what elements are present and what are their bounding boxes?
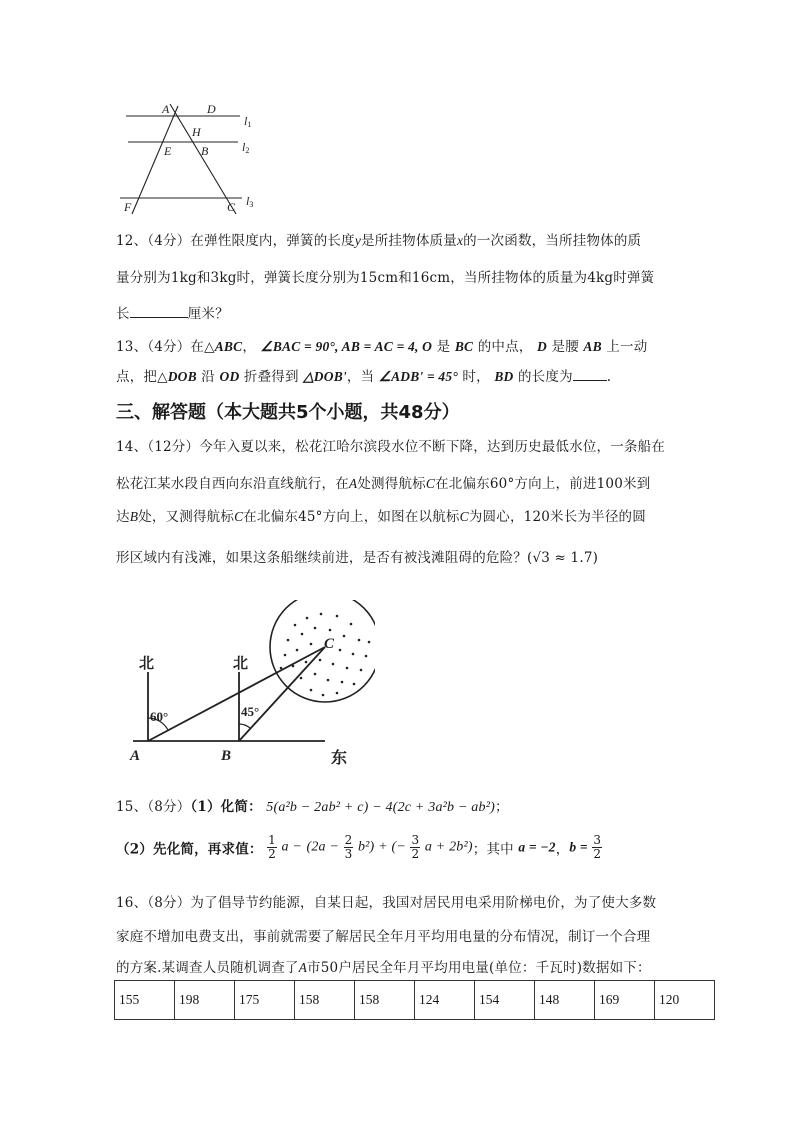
north-label-b: 北 <box>233 656 249 672</box>
q14-text: 处测得航标 <box>357 476 426 492</box>
table-cell: 175 <box>235 981 295 1020</box>
q13-math: OD <box>219 369 240 384</box>
q14-math: A <box>348 476 358 491</box>
q16-line2 <box>116 925 650 945</box>
usage-table <box>114 980 715 1020</box>
q12-text: 时，弹簧长度分别为 <box>236 270 360 286</box>
q14-line3 <box>116 505 646 525</box>
q16-text: 市 <box>307 960 321 976</box>
q12-text: 长 <box>116 306 130 322</box>
q14-text: 形区域内有浅滩，如果这条船继续前进，是否有被浅滩阻碍的危险？ <box>116 550 527 566</box>
q13-text: 折叠得到 <box>243 369 299 385</box>
q15-value-b: b = <box>569 839 588 855</box>
q13-math: DOB <box>167 369 197 384</box>
q14-text: 松花江某水段自西向东沿直线航行，在 <box>116 476 349 492</box>
q14-score: （12分） <box>147 439 200 455</box>
q13-text: 的长度为 <box>517 369 573 385</box>
q13-score: （4分） <box>147 339 191 355</box>
q15-expression: a − <box>281 839 302 855</box>
label-F: F <box>124 200 132 214</box>
table-cell: 158 <box>295 981 355 1020</box>
q14-approximation: (√3 ≈ 1.7) <box>527 550 599 566</box>
q12-text: 量分别为 <box>116 270 171 286</box>
q14-text: 在北偏东 <box>435 476 490 492</box>
q13-text: 是 <box>436 339 451 355</box>
q13-answer-blank[interactable] <box>573 366 607 381</box>
q12-value: 3kg <box>210 270 237 286</box>
q15-expression: b²) + (− <box>357 839 406 855</box>
q13-math: D <box>537 339 547 354</box>
q14-math: 120 <box>523 509 551 525</box>
q13-math: △DOB' <box>303 369 347 384</box>
fraction: $\frac{3}{2}$ <box>593 833 602 861</box>
q15-value-a: a = −2 <box>518 839 556 855</box>
q13-text: 在△ <box>190 339 215 355</box>
fraction: $\frac{2}{3}$ <box>344 833 353 861</box>
q16-math: 50 <box>320 960 339 976</box>
fraction: $\frac{3}{2}$ <box>411 833 420 861</box>
table-cell: 120 <box>655 981 715 1020</box>
angle-60-label: 60° <box>150 709 169 724</box>
fraction: $\frac{1}{2}$ <box>268 833 276 861</box>
label-E: E <box>164 144 172 158</box>
q16-math: A <box>298 960 308 975</box>
q12-value: 15cm <box>359 270 399 286</box>
q13-text: 上一动 <box>606 339 648 355</box>
q13-math: ∠BAC = 90°, AB = AC = 4, O <box>260 339 433 354</box>
q12-text: 的一次函数，当所挂物体的质 <box>463 233 642 249</box>
label-D: D <box>207 102 216 116</box>
q12-text: 在弹性限度内，弹簧的长度 <box>190 233 355 249</box>
q12-number: 12、 <box>116 233 148 249</box>
q13-math: ABC <box>214 339 243 354</box>
point-B-label: B <box>221 748 232 764</box>
q12-text: ，当所挂物体的质量为 <box>450 270 588 286</box>
q12-line2 <box>116 266 654 286</box>
label-H: H <box>192 125 201 139</box>
q15-text: ； <box>494 799 509 815</box>
q12-line3 <box>116 302 229 322</box>
q13-line1 <box>116 335 647 355</box>
q13-math: ∠ADB' = 45° <box>378 369 458 384</box>
q14-text: 米长为半径的圆 <box>550 509 646 525</box>
q13-text: ， <box>242 339 257 355</box>
q12-answer-blank[interactable] <box>130 303 188 318</box>
east-label: 东 <box>331 750 348 767</box>
q14-line4 <box>116 546 598 566</box>
q13-text: 点，把△ <box>116 369 168 385</box>
q12-line1 <box>116 229 641 249</box>
q14-text: 米到 <box>623 476 651 492</box>
q14-text: 达 <box>116 509 130 525</box>
q14-math: 60° <box>489 476 515 492</box>
q16-text: 家庭不增加电费支出，事前就需要了解居民全年月平均用电量的分布情况，制订一个合理 <box>116 929 651 945</box>
q14-number: 14、 <box>116 439 148 455</box>
q12-text: 厘米？ <box>187 306 229 322</box>
q14-math: C <box>234 509 244 524</box>
q13-math: BD <box>494 369 514 384</box>
q13-text: 时， <box>462 369 490 385</box>
table-cell: 154 <box>475 981 535 1020</box>
q13-math: AB <box>583 339 602 354</box>
table-cell: 148 <box>535 981 595 1020</box>
table-cell: 155 <box>115 981 175 1020</box>
table-row <box>115 981 715 1020</box>
q12-value: 1kg <box>170 270 197 286</box>
q15-text: ；其中 <box>472 841 514 858</box>
q16-number: 16、 <box>116 895 148 911</box>
label-B: B <box>201 144 209 158</box>
point-C-label: C <box>324 636 335 652</box>
q14-text: 在北偏东 <box>243 509 299 525</box>
q13-text: 是腰 <box>551 339 579 355</box>
table-cell: 169 <box>595 981 655 1020</box>
q12-text: 是所挂物体质量 <box>361 233 457 249</box>
q15-expression: 5(a²b − 2ab² + c) − 4(2c + 3a²b − ab²) <box>266 800 495 815</box>
label-A: A <box>162 102 170 116</box>
q13-text: . <box>606 369 612 385</box>
q12-text: 时弹簧 <box>613 270 655 286</box>
q16-text: 户居民全年月平均用电量(单位：千瓦时)数据如下： <box>338 960 651 976</box>
q15-expression: (2a − <box>306 839 340 855</box>
q12-text: 和 <box>398 270 412 286</box>
q12-text: 和 <box>196 270 211 286</box>
q13-text: 沿 <box>201 369 215 385</box>
q15-score: （8分） <box>147 799 191 815</box>
q15-text: ， <box>555 841 570 858</box>
q14-line2 <box>116 472 650 492</box>
angle-45-label: 45° <box>241 704 260 719</box>
q16-score: （8分） <box>147 895 191 911</box>
q14-math: 100 <box>596 476 623 492</box>
q15-number: 15、 <box>116 799 148 815</box>
q16-line1 <box>116 891 656 911</box>
navigation-figure <box>125 600 375 780</box>
point-A-label: A <box>130 748 141 764</box>
q16-line3 <box>116 956 651 976</box>
q14-text: 处，又测得航标 <box>138 509 235 525</box>
q14-math: C <box>459 509 469 524</box>
q14-math: B <box>129 509 139 524</box>
q12-score: （4分） <box>147 233 191 249</box>
parallel-lines-figure <box>110 96 270 218</box>
q14-math: C <box>425 476 436 491</box>
q12-value: 4kg <box>587 270 614 286</box>
q14-text: 为圆心， <box>468 509 524 525</box>
q14-text: 今年入夏以来，松花江哈尔滨段水位不断下降，达到历史最低水位，一条船在 <box>199 439 666 455</box>
section-heading: 三、解答题（本大题共5个小题，共48分） <box>116 402 460 423</box>
q14-math: 45° <box>298 509 323 525</box>
q13-text: ，当 <box>346 369 375 385</box>
q12-value: 16cm <box>411 270 451 286</box>
q16-text: 的方案.某调查人员随机调查了 <box>116 960 299 976</box>
north-label-a: 北 <box>139 656 155 672</box>
q13-math: BC <box>454 339 474 354</box>
q15-part1-label: （1）化简： <box>190 799 262 815</box>
label-l3: l3 <box>246 194 254 209</box>
q16-text: 为了倡导节约能源，自某日起，我国对居民用电采用阶梯电价，为了使大多数 <box>190 895 657 911</box>
q15-line2 <box>116 834 602 861</box>
table-cell: 158 <box>355 981 415 1020</box>
q12-var-x: x <box>456 233 464 248</box>
table-cell: 198 <box>175 981 235 1020</box>
q12-var-y: y <box>354 233 362 248</box>
q15-expression: a + 2b²) <box>424 839 473 855</box>
label-l2: l2 <box>242 140 250 155</box>
table-cell: 124 <box>415 981 475 1020</box>
label-C: C <box>227 200 236 214</box>
angle-arc-45 <box>239 724 251 729</box>
q13-line2 <box>116 365 611 385</box>
q15-part2-label: （2）先化简，再求值： <box>116 841 263 858</box>
q13-text: 的中点， <box>477 339 533 355</box>
q13-number: 13、 <box>116 339 148 355</box>
q14-line1 <box>116 435 665 455</box>
q14-text: 方向上，如图在以航标 <box>322 509 460 525</box>
q14-text: 方向上，前进 <box>514 476 597 492</box>
q15-line1 <box>116 795 509 816</box>
label-l1: l1 <box>244 114 252 129</box>
